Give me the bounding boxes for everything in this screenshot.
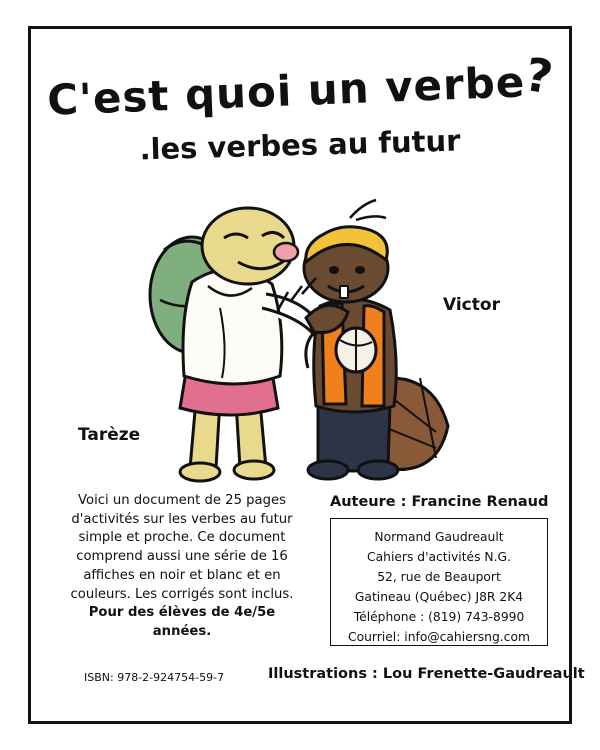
cover-illustration bbox=[120, 190, 480, 490]
illustrations-credit bbox=[268, 666, 585, 682]
contact-email: Courriel: info@cahiersng.com bbox=[348, 629, 530, 644]
character-label-right: Victor bbox=[443, 295, 500, 315]
characters-illustration bbox=[120, 190, 480, 490]
illustrations-name: Lou Frenette-Gaudreault bbox=[382, 666, 585, 682]
contact-street: 52, rue de Beauport bbox=[377, 569, 501, 584]
description-text bbox=[62, 492, 302, 642]
description-emphasis: Pour des élèves de 4e/5e années. bbox=[88, 605, 276, 640]
contact-name: Normand Gaudreault bbox=[374, 530, 504, 544]
author-label: Auteure : bbox=[330, 494, 407, 510]
illustrations-label: Illustrations : bbox=[268, 666, 378, 682]
turtle-character bbox=[150, 208, 322, 481]
page-subtitle: .les verbes au futur bbox=[139, 123, 461, 167]
beaver-character bbox=[278, 200, 448, 479]
contact-phone: Téléphone : (819) 743-8990 bbox=[353, 609, 525, 624]
author-name: Francine Renaud bbox=[411, 494, 549, 510]
contact-company: Cahiers d'activités N.G. bbox=[367, 549, 511, 564]
description-body: Voici un document de 25 pages d'activités sur les verbes au futur simple et proche. Ce document comprend aussi une série de 16 affiches en noir et blanc et en couleurs. Les corrigés sont inclus. bbox=[70, 493, 294, 602]
author-line bbox=[330, 494, 560, 510]
character-label-left: Tarèze bbox=[78, 425, 141, 445]
page-title-text: C'est quoi un verbe bbox=[46, 57, 527, 125]
contact-box bbox=[330, 518, 548, 646]
isbn-text: ISBN: 978-2-924754-59-7 bbox=[84, 671, 225, 684]
title-question-mark: ? bbox=[521, 46, 558, 105]
contact-city: Gatineau (Québec) J8R 2K4 bbox=[354, 589, 524, 604]
